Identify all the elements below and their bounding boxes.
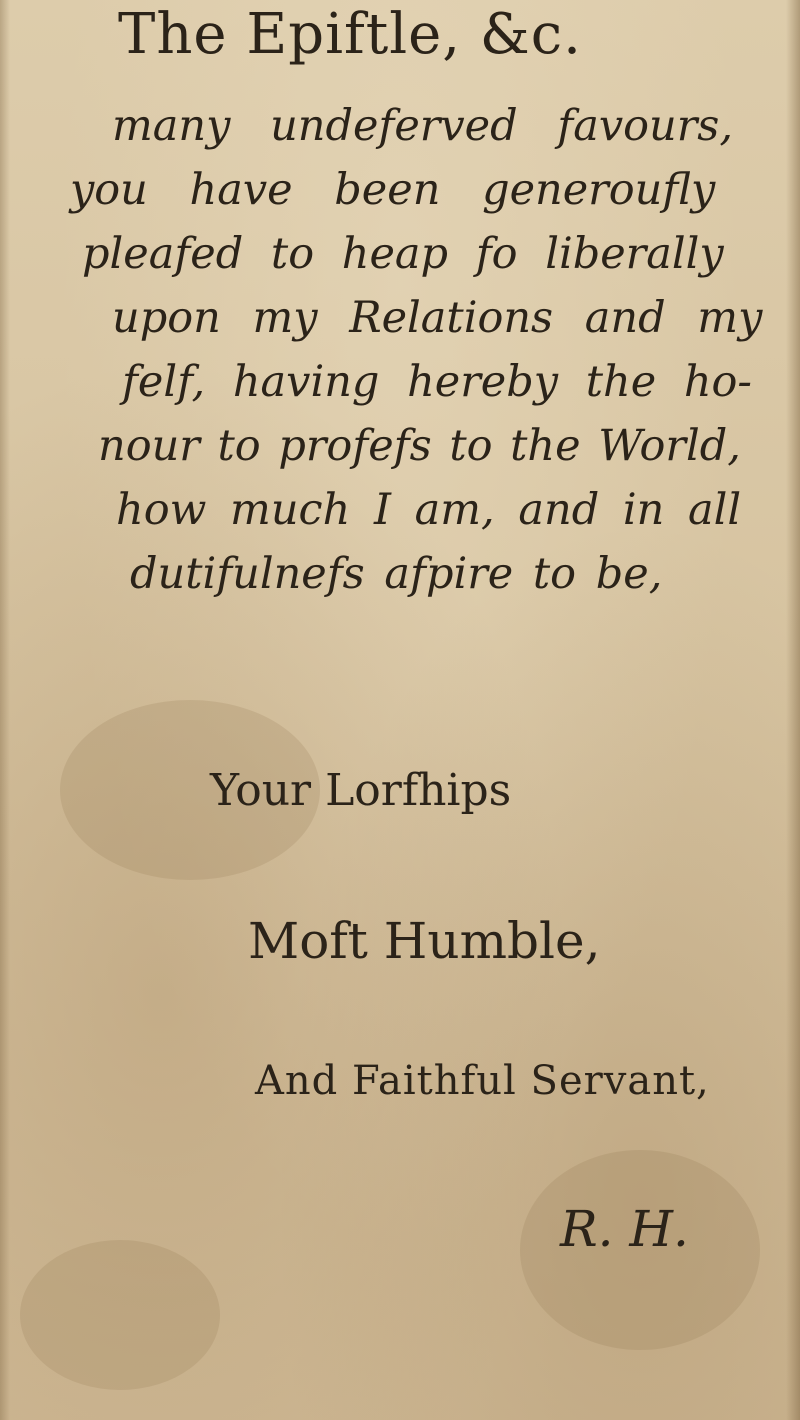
body-text [40, 94, 763, 606]
closing-humble: Moft Humble, [248, 912, 601, 970]
text-line: nour to profefs to the World, [98, 421, 741, 471]
paper-stain [20, 1240, 220, 1390]
closing-servant: And Faithful Servant, [255, 1058, 710, 1104]
text-line: felf, having hereby the ho- [122, 357, 752, 407]
closing-salutation: Your Lorfhips [210, 765, 512, 816]
text-line: you have been generoufly [70, 165, 716, 215]
signature-initials: R. H. [560, 1200, 689, 1258]
text-line: many undeferved favours, [112, 101, 733, 151]
running-head: The Epiftle, &c. [118, 2, 582, 67]
text-line: pleafed to heap fo liberally [82, 229, 724, 279]
page-edge-shadow-left [0, 0, 10, 1420]
text-line: upon my Relations and my [112, 293, 763, 343]
text-line: how much I am, and in all [116, 485, 742, 535]
page-edge-shadow-right [786, 0, 800, 1420]
text-line: dutifulnefs afpire to be, [130, 549, 663, 599]
